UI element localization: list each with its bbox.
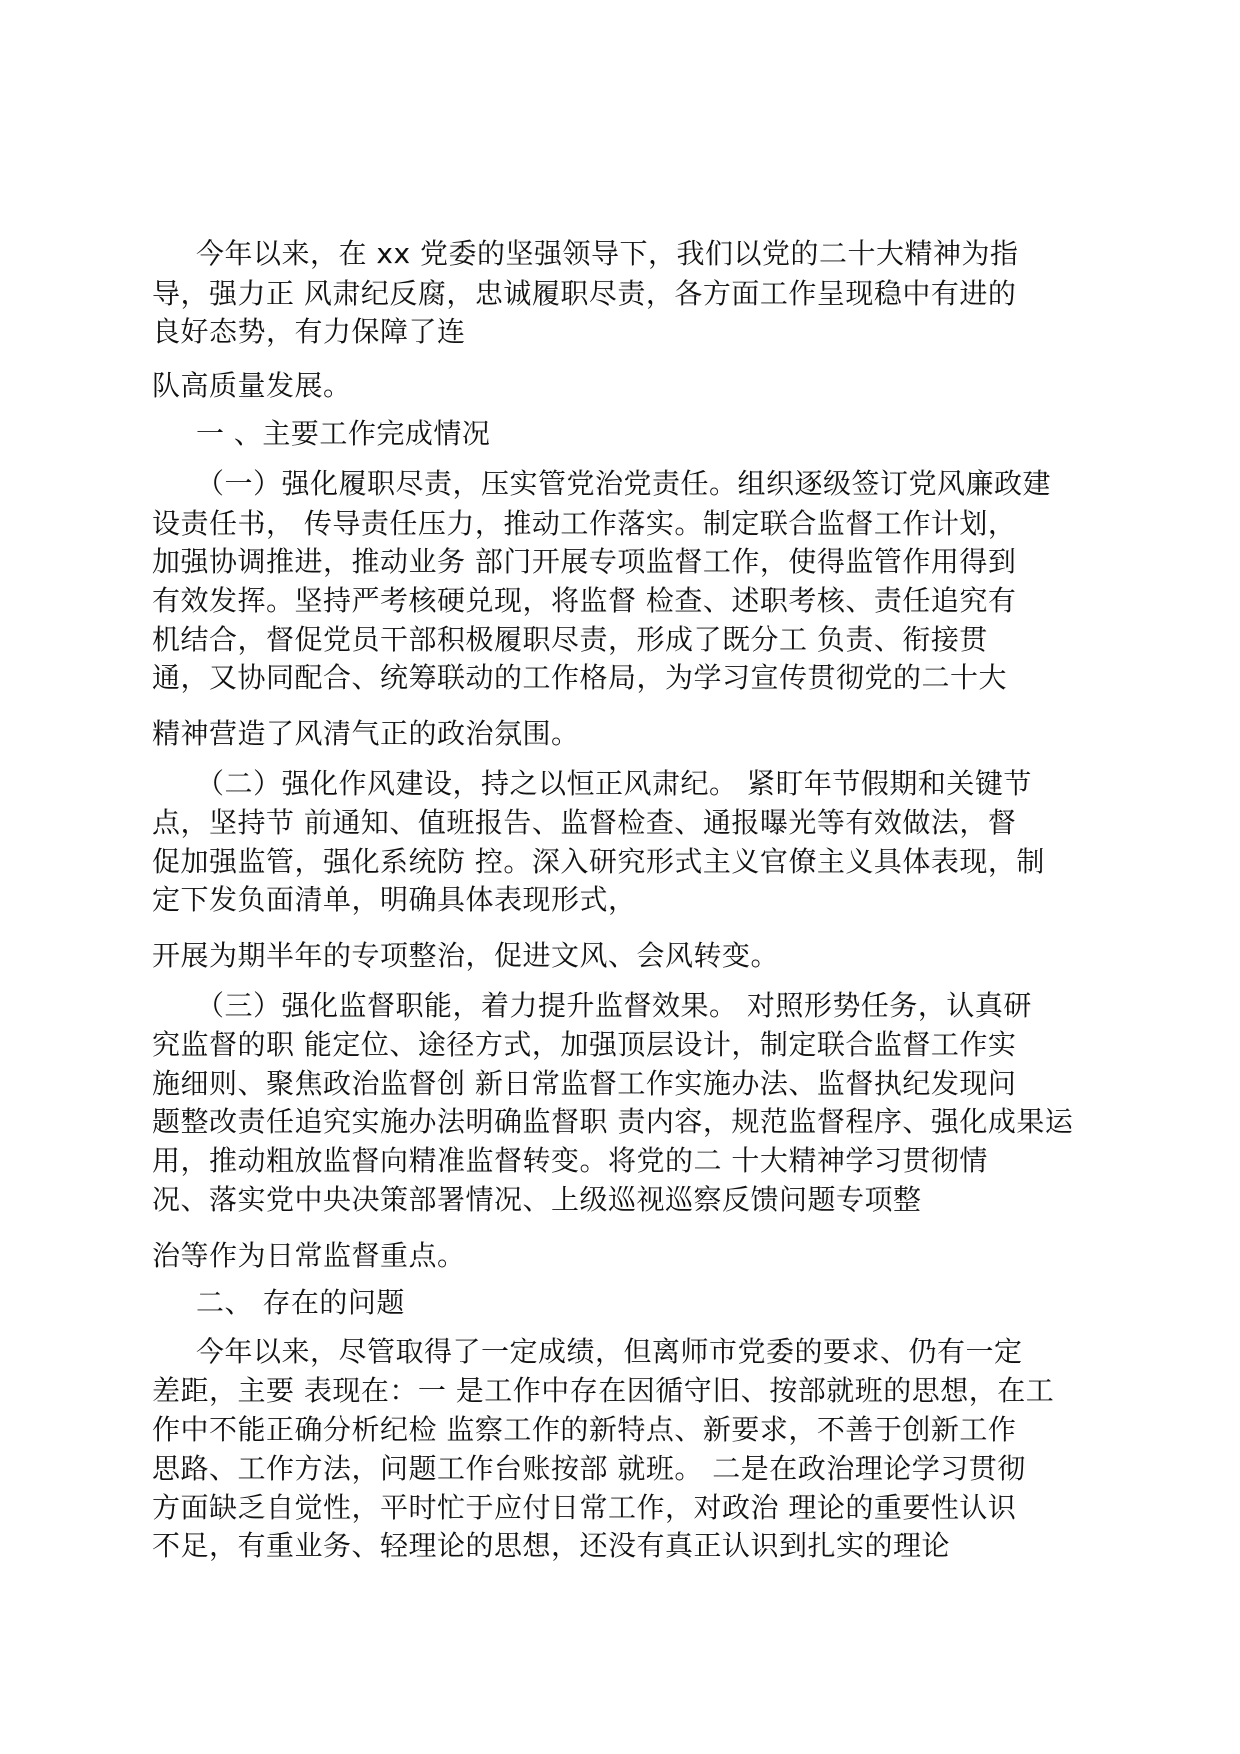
item-two-line-1: （二）强化作风建设，持之以恒正风肃纪。 紧盯年节假期和关键节 (196, 767, 1032, 800)
item-one-line-1: （一）强化履职尽责，压实管党治党责任。组织逐级签订党风廉政建 (196, 467, 1052, 500)
item-three-line-6: 况、落实党中央决策部署情况、上级巡视巡察反馈问题专项整 (152, 1183, 922, 1216)
intro-line-3: 良好态势，有力保障了连 (152, 315, 466, 348)
item-one-line-4: 有效发挥。坚持严考核硬兑现，将监督 检查、述职考核、责任追究有 (152, 584, 1017, 617)
item-two-continuation-line: 开展为期半年的专项整治，促进文风、会风转变。 (152, 939, 780, 972)
problems-line-3: 作中不能正确分析纪检 监察工作的新特点、新要求，不善于创新工作 (152, 1413, 1017, 1446)
section-heading-problems: 二、 存在的问题 (196, 1286, 405, 1319)
item-one-line-2: 设责任书， 传导责任压力，推动工作落实。制定联合监督工作计划， (152, 507, 1017, 540)
item-one-continuation-line: 精神营造了风清气正的政治氛围。 (152, 717, 580, 750)
item-three-line-1: （三）强化监督职能，着力提升监督效果。 对照形势任务，认真研 (196, 989, 1032, 1022)
section-heading-main-work: 一 、主要工作完成情况 (196, 417, 491, 450)
intro-line-2: 导，强力正 风肃纪反腐，忠诚履职尽责，各方面工作呈现稳中有进的 (152, 277, 1017, 310)
intro-continuation-line: 队高质量发展。 (152, 369, 352, 402)
item-two-line-3: 促加强监管，强化系统防 控。深入研究形式主义官僚主义具体表现，制 (152, 845, 1045, 878)
item-three-line-4: 题整改责任追究实施办法明确监督职 责内容，规范监督程序、强化成果运 (152, 1105, 1074, 1138)
problems-line-2: 差距，主要 表现在：一 是工作中存在因循守旧、按部就班的思想，在工 (152, 1374, 1055, 1407)
problems-line-4: 思路、工作方法，问题工作台账按部 就班。 二是在政治理论学习贯彻 (152, 1452, 1026, 1485)
item-three-continuation-line: 治等作为日常监督重点。 (152, 1239, 466, 1272)
intro-line-1: 今年以来，在 xx 党委的坚强领导下，我们以党的二十大精神为指 (196, 237, 1019, 270)
problems-line-5: 方面缺乏自觉性，平时忙于应付日常工作，对政治 理论的重要性认识 (152, 1491, 1017, 1524)
problems-line-1: 今年以来，尽管取得了一定成绩，但离师市党委的要求、仍有一定 (196, 1335, 1023, 1368)
item-three-line-3: 施细则、聚焦政治监督创 新日常监督工作实施办法、监督执纪发现问 (152, 1067, 1017, 1100)
item-one-line-5: 机结合，督促党员干部积极履职尽责，形成了既分工 负责、衔接贯 (152, 623, 988, 656)
item-three-line-5: 用，推动粗放监督向精准监督转变。将党的二 十大精神学习贯彻情 (152, 1144, 988, 1177)
item-one-line-6: 通，又协同配合、统筹联动的工作格局，为学习宣传贯彻党的二十大 (152, 661, 1008, 694)
item-three-line-2: 究监督的职 能定位、途径方式，加强顶层设计，制定联合监督工作实 (152, 1028, 1017, 1061)
item-one-line-3: 加强协调推进，推动业务 部门开展专项监督工作，使得监管作用得到 (152, 545, 1017, 578)
item-two-line-2: 点，坚持节 前通知、值班报告、监督检查、通报曝光等有效做法，督 (152, 806, 1017, 839)
problems-line-6: 不足，有重业务、轻理论的思想，还没有真正认识到扎实的理论 (152, 1529, 951, 1562)
item-two-line-4: 定下发负面清单，明确具体表现形式， (152, 883, 637, 916)
